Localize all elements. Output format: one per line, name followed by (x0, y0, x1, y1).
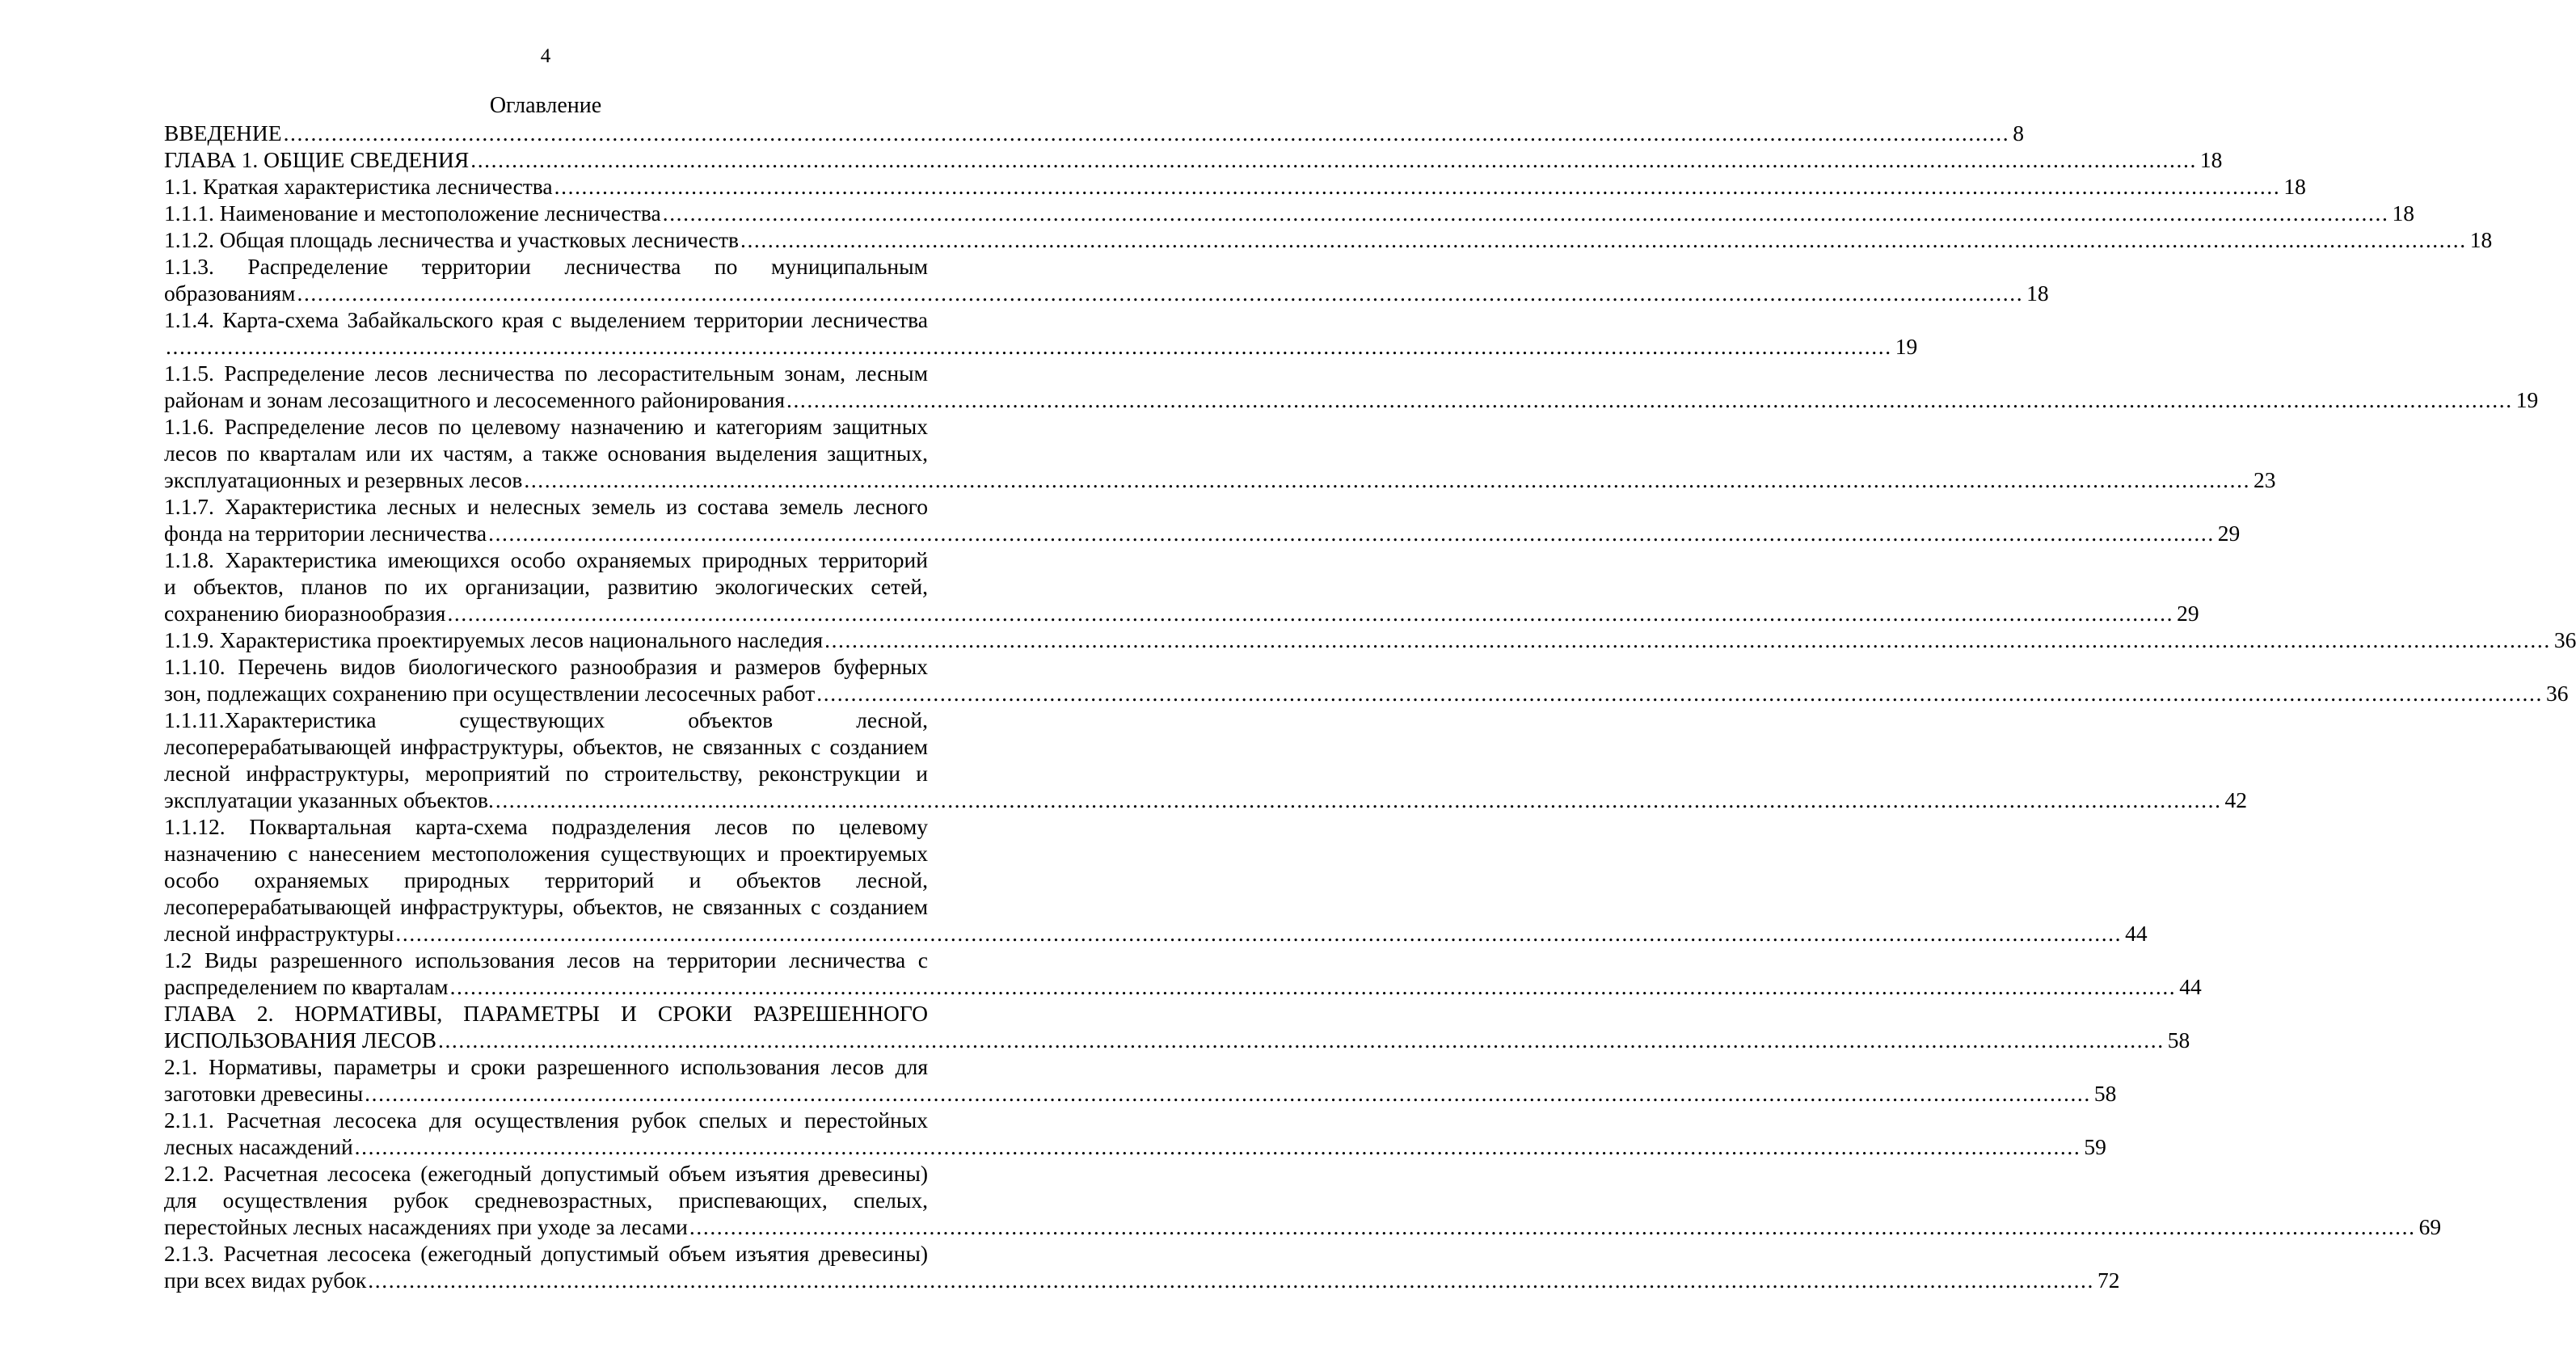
toc-entry[interactable] (164, 947, 2202, 1000)
toc-entry-title: при всех видах рубок (164, 1268, 367, 1293)
toc-page-number: 58 (2093, 1081, 2117, 1106)
dot-leader: ............................................................................................................................................................................................................................................................ (689, 1214, 2416, 1239)
toc-page-number: 36 (2545, 681, 2569, 706)
dot-leader: ............................................................................................................................................................................................................................................................ (470, 147, 2197, 172)
toc-entry-title: 1.1. Краткая характеристика лесничества (164, 174, 553, 199)
dot-leader: ............................................................................................................................................................................................................................................................ (395, 921, 2123, 946)
toc-entry-title: перестойных лесных насаждениях при уходе за лесами (164, 1214, 688, 1239)
toc-entry[interactable] (164, 813, 2148, 947)
toc-page-number: 29 (2217, 521, 2241, 546)
dot-leader: ............................................................................................................................................................................................................................................................ (354, 1134, 2081, 1159)
toc-page-number: 23 (2253, 467, 2276, 492)
toc-entry-title: лесной инфраструктуры (164, 921, 394, 946)
toc-entry[interactable] (164, 626, 2576, 653)
toc-entry-line: и объектов, планов по их организации, развитию экологических сетей, (164, 574, 928, 599)
toc-entry-line: 1.1.6. Распределение лесов по целевому назначению и категориям защитных (164, 414, 928, 439)
toc-entry-title: 1.1.9. Характеристика проектируемых лесов национального наследия (164, 627, 824, 652)
toc-entry-line: 1.2 Виды разрешенного использования лесов на территории лесничества с (164, 947, 928, 972)
toc-entry-title: лесных насаждений (164, 1134, 353, 1159)
toc-entry[interactable] (164, 1160, 2442, 1240)
toc-entry-line: 2.1. Нормативы, параметры и сроки разрешенного использования лесов для (164, 1054, 928, 1079)
toc-entry-last-line (164, 973, 2202, 1000)
dot-leader: ............................................................................................................................................................................................................................................................ (447, 601, 2174, 626)
toc-entry[interactable] (164, 493, 2241, 546)
toc-entry[interactable] (164, 200, 2414, 226)
toc-entry-last-line (164, 600, 2199, 626)
toc-entry-last-line (164, 120, 2025, 146)
toc-entry[interactable] (164, 253, 2049, 306)
dot-leader: ............................................................................................................................................................................................................................................................ (297, 281, 2024, 306)
toc-entry-title: зон, подлежащих сохранению при осуществлении лесосечных работ (164, 681, 816, 706)
toc-page-number: 59 (2084, 1134, 2106, 1159)
toc-entry-last-line (164, 333, 1918, 360)
toc-entry[interactable] (164, 1000, 2190, 1053)
dot-leader: ............................................................................................................................................................................................................................................................ (488, 521, 2215, 546)
toc-entry-title: ВВЕДЕНИЕ (164, 120, 282, 146)
toc-entry-line: лесоперерабатывающей инфраструктуры, объектов, не связанных с созданием (164, 894, 928, 919)
dot-leader: ............................................................................................................................................................................................................................................................ (437, 1027, 2165, 1053)
dot-leader: ............................................................................................................................................................................................................................................................ (824, 627, 2551, 652)
toc-page-number: 44 (2179, 974, 2202, 999)
toc-entry-line: 1.1.7. Характеристика лесных и нелесных земель из состава земель лесного (164, 494, 928, 519)
toc-entry-line: 1.1.8. Характеристика имеющихся особо охраняемых природных территорий (164, 547, 928, 572)
dot-leader: ............................................................................................................................................................................................................................................................ (368, 1268, 2094, 1293)
toc-entry-title: 1.1.2. Общая площадь лесничества и участковых лесничеств (164, 227, 739, 252)
toc-entry[interactable] (164, 226, 2493, 253)
toc-entry-line: 1.1.4. Карта-схема Забайкальского края с выделением территории лесничества (164, 307, 928, 332)
toc-entry-last-line (164, 146, 2223, 173)
toc-page-number: 18 (2026, 281, 2049, 306)
toc-entry-last-line (164, 466, 2276, 493)
toc-entry-title: ГЛАВА 1. ОБЩИЕ СВЕДЕНИЯ (164, 147, 470, 172)
toc-entry-line: лесоперерабатывающей инфраструктуры, объектов, не связанных с созданием (164, 734, 928, 759)
toc-entry-title: эксплуатационных и резервных лесов (164, 467, 523, 492)
toc-entry-line: 1.1.3. Распределение территории лесничества по муниципальным (164, 254, 928, 279)
dot-leader: ............................................................................................................................................................................................................................................................ (816, 681, 2543, 706)
dot-leader: ............................................................................................................................................................................................................................................................ (449, 974, 2177, 999)
toc-entry[interactable] (164, 413, 2276, 493)
toc-entry-line: 2.1.3. Расчетная лесосека (ежегодный допустимый объем изъятия древесины) (164, 1241, 928, 1266)
toc-entry-last-line (164, 200, 2414, 226)
toc-entry-title: распределением по кварталам (164, 974, 449, 999)
toc-entry-line: 1.1.12. Поквартальная карта-схема подразделения лесов по целевому (164, 814, 928, 839)
toc-entry-title: эксплуатации указанных объектов. (164, 787, 494, 812)
toc-page-number: 8 (2013, 120, 2025, 146)
toc-entry-last-line (164, 1027, 2190, 1053)
toc-title: Оглавление (489, 93, 602, 118)
dot-leader: ............................................................................................................................................................................................................................................................ (740, 227, 2467, 252)
toc-entry-line: 1.1.5. Распределение лесов лесничества по лесорастительным зонам, лесным (164, 361, 928, 386)
toc-entry-last-line (164, 386, 2539, 413)
toc-entry-title: сохранению биоразнообразия (164, 601, 446, 626)
dot-leader: ............................................................................................................................................................................................................................................................ (786, 387, 2513, 412)
toc-entry-last-line (164, 520, 2241, 546)
toc-page-number: 58 (2167, 1027, 2190, 1053)
dot-leader: ............................................................................................................................................................................................................................................................ (524, 467, 2251, 492)
toc-page-number: 18 (2469, 227, 2493, 252)
toc-page-number: 72 (2097, 1268, 2120, 1293)
toc-entry-line: 2.1.2. Расчетная лесосека (ежегодный допустимый объем изъятия древесины) (164, 1161, 928, 1186)
toc-entry-line: лесов по кварталам или их частям, а также основания выделения защитных, (164, 441, 928, 466)
toc-entry-line: 1.1.10. Перечень видов биологического разнообразия и размеров буферных (164, 654, 928, 679)
toc-entry[interactable] (164, 360, 2539, 413)
dot-leader: ............................................................................................................................................................................................................................................................ (554, 174, 2281, 199)
toc-entry-last-line (164, 1080, 2117, 1107)
toc-page-number: 19 (2515, 387, 2539, 412)
toc-entry[interactable] (164, 707, 2248, 813)
toc-entry-last-line (164, 920, 2148, 947)
toc-entry[interactable] (164, 1107, 2106, 1160)
toc-entry-title: фонда на территории лесничества (164, 521, 487, 546)
toc-entry-line: особо охраняемых природных территорий и объектов лесной, (164, 867, 928, 892)
toc-entry[interactable] (164, 1053, 2117, 1107)
toc-entry-line: для осуществления рубок средневозрастных, приспевающих, спелых, (164, 1187, 928, 1213)
toc-entry-last-line (164, 1267, 2120, 1293)
toc-entry[interactable] (164, 1240, 2120, 1293)
toc-page-number: 29 (2177, 601, 2199, 626)
table-of-contents (164, 120, 2576, 1293)
toc-page-number: 69 (2418, 1214, 2442, 1239)
toc-entry-title: 1.1.1. Наименование и местоположение лесничества (164, 200, 661, 226)
toc-page-number: 44 (2125, 921, 2148, 946)
toc-entry[interactable] (164, 546, 2199, 626)
page-number: 4 (540, 45, 551, 67)
toc-entry[interactable] (164, 173, 2306, 200)
toc-entry[interactable] (164, 653, 2569, 707)
toc-entry-last-line (164, 787, 2248, 813)
toc-page-number: 18 (2392, 200, 2414, 226)
toc-entry-line: ГЛАВА 2. НОРМАТИВЫ, ПАРАМЕТРЫ И СРОКИ РАЗРЕШЕННОГО (164, 1001, 928, 1026)
dot-leader: ............................................................................................................................................................................................................................................................ (283, 120, 2010, 146)
toc-entry-last-line (164, 280, 2049, 306)
toc-entry-line: лесной инфраструктуры, мероприятий по строительству, реконструкции и (164, 761, 928, 786)
toc-entry-last-line (164, 1133, 2106, 1160)
toc-entry-title: ИСПОЛЬЗОВАНИЯ ЛЕСОВ (164, 1027, 436, 1053)
toc-page-number: 18 (2199, 147, 2223, 172)
toc-entry-title: районам и зонам лесозащитного и лесосеменного районирования (164, 387, 785, 412)
dot-leader: ............................................................................................................................................................................................................................................................ (365, 1081, 2091, 1106)
toc-page-number: 18 (2283, 174, 2306, 199)
toc-entry-line: назначению с нанесением местоположения существующих и проектируемых (164, 841, 928, 866)
dot-leader: ............................................................................................................................................................................................................................................................ (495, 787, 2222, 812)
toc-entry-title: заготовки древесины (164, 1081, 364, 1106)
toc-entry[interactable] (164, 306, 1918, 360)
toc-entry-last-line (164, 226, 2493, 253)
toc-entry[interactable] (164, 146, 2223, 173)
toc-entry[interactable] (164, 120, 2025, 146)
dot-leader: ............................................................................................................................................................................................................................................................ (662, 200, 2389, 226)
toc-entry-line: 1.1.11.Характеристика существующих объектов лесной, (164, 707, 928, 732)
toc-entry-line: 2.1.1. Расчетная лесосека для осуществления рубок спелых и перестойных (164, 1107, 928, 1133)
toc-entry-last-line (164, 1213, 2442, 1240)
toc-entry-last-line (164, 680, 2569, 707)
toc-entry-last-line (164, 173, 2306, 200)
toc-entry-last-line (164, 626, 2576, 653)
toc-page-number: 19 (1895, 334, 1918, 359)
toc-page-number: 36 (2553, 627, 2576, 652)
dot-leader: ............................................................................................................................................................................................................................................................ (166, 334, 1892, 359)
toc-page-number: 42 (2224, 787, 2248, 812)
toc-entry-title: образованиям (164, 281, 296, 306)
